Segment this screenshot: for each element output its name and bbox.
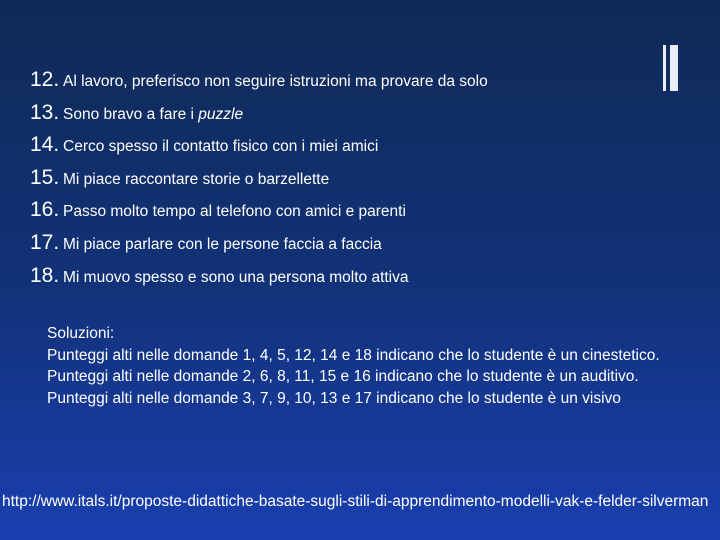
solutions-heading: Soluzioni:	[47, 325, 115, 342]
question-text: Al lavoro, preferisco non seguire istruzioni ma provare da solo	[63, 73, 488, 90]
question-text: Cerco spesso il contatto fisico con i miei amici	[63, 138, 379, 156]
question-text-main: Sono bravo a fare i	[63, 105, 199, 123]
source-link[interactable]: http://www.itals.it/proposte-didattiche-basate-sugli-stili-di-apprendimento-modelli-vak-e-felder-silverman	[2, 493, 709, 510]
question-text	[63, 106, 243, 123]
question-number: 14.	[30, 133, 60, 157]
question-text: Mi muovo spesso e sono una persona molto attiva	[63, 268, 409, 286]
decoration-bar-thick	[670, 45, 678, 91]
question-item-18	[30, 260, 650, 293]
solutions-block	[47, 323, 697, 409]
question-text: Mi piace parlare con le persone faccia a faccia	[63, 235, 382, 253]
question-item-13	[30, 97, 650, 130]
question-item-12	[30, 64, 650, 97]
solutions-body: Punteggi alti nelle domande 1, 4, 5, 12, 14 e 18 indicano che lo studente è un cinestetico. Punteggi alti nelle domande 2, 6, 8, 11, 15 e 16 indicano che lo studente è un auditivo. Punteggi alti nelle domande 3, 7, 9, 10, 13 e 17 indicano che lo studente è un visivo	[47, 346, 660, 407]
slide-corner-decoration	[663, 45, 685, 91]
question-text: Mi piace raccontare storie o barzellette	[63, 170, 330, 188]
question-number: 12.	[30, 68, 60, 91]
question-number: 16.	[30, 198, 60, 222]
question-item-17	[30, 227, 650, 260]
question-text: Passo molto tempo al telefono con amici e parenti	[63, 203, 406, 221]
question-list	[30, 64, 650, 292]
question-item-15	[30, 162, 650, 195]
decoration-bar-thin	[663, 45, 666, 91]
question-text-emphasis: puzzle	[198, 105, 244, 123]
question-number: 18.	[30, 263, 60, 287]
question-number: 17.	[30, 230, 60, 254]
question-number: 13.	[30, 100, 60, 124]
question-item-16	[30, 194, 650, 227]
question-number: 15.	[30, 165, 60, 189]
question-item-14	[30, 129, 650, 162]
